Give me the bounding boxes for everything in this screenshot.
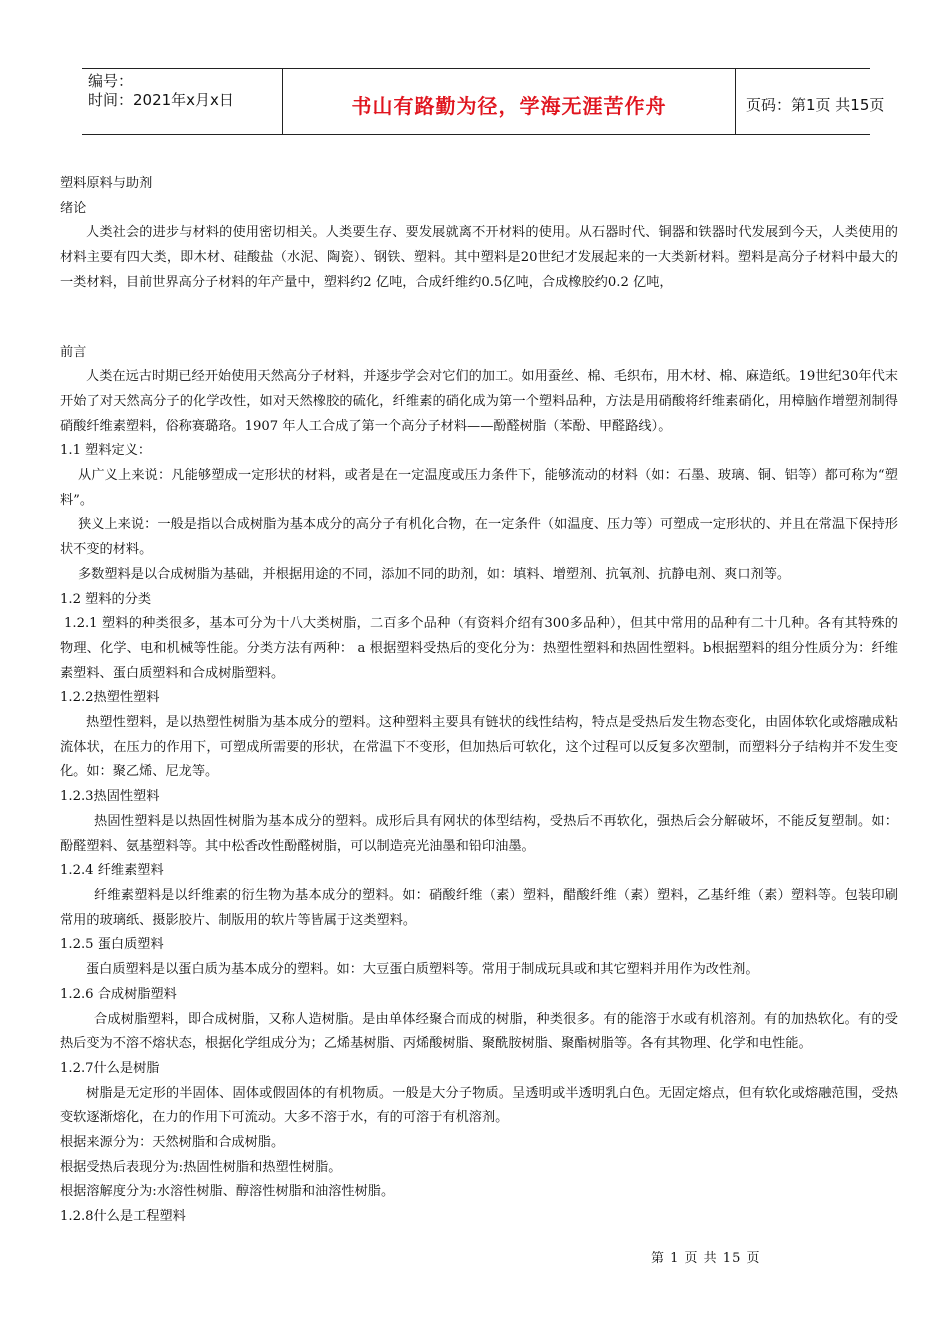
section-1-2-8-heading: 1.2.8什么是工程塑料 <box>60 1209 186 1225</box>
document-date: 时间：2021年x月x日 <box>88 91 234 109</box>
header-page-number: 页码：第1页 共15页 <box>746 96 885 114</box>
intro-heading: 绪论 <box>60 200 87 216</box>
document-title: 塑料原料与助剂 <box>60 176 153 191</box>
section-1-2-3-heading: 1.2.3热固性塑料 <box>60 789 160 805</box>
document-number-label: 编号： <box>88 72 134 90</box>
header-bottom-rule <box>82 134 870 135</box>
header-meta-cell <box>82 68 282 135</box>
preface-paragraph: 人类在远古时期已经开始使用天然高分子材料，并逐步学会对它们的加工。如用蚕丝、棉、毛织布，用木材、棉、麻造纸。19世纪30年代末开始了对天然高分子的化学改性，如对天然橡胶的硫化，纤维素的硝化成为第一个塑料品种，方法是用硝酸将纤维素硝化，用樟脑作增塑剂制得硝酸纤维素塑料，俗称赛璐珞。1907 年人工合成了第一个高分子材料——酚醛树脂（苯酚、甲醛路线）。 <box>60 369 898 434</box>
preface-heading: 前言 <box>60 344 87 360</box>
resin-by-source: 根据来源分为：天然树脂和合成树脂。 <box>60 1135 285 1151</box>
section-gap <box>60 296 898 341</box>
header-motto: 书山有路勤为径，学海无涯苦作舟 <box>351 94 667 118</box>
section-1-2-2-paragraph: 热塑性塑料，是以热塑性树脂为基本成分的塑料。这种塑料主要具有链状的线性结构，特点是受热后发生物态变化，由固体软化或熔融成粘流体状，在压力的作用下，可塑成所需要的形状，在常温下不变形，但加热后可软化，这个过程可以反复多次塑制，而塑料分子结构并不发生变化。如：聚乙烯、尼龙等。 <box>60 715 898 780</box>
section-1-2-heading: 1.2 塑料的分类 <box>60 591 152 607</box>
section-1-2-7-paragraph: 树脂是无定形的半固体、固体或假固体的有机物质。一般是大分子物质。呈透明或半透明乳白色。无固定熔点，但有软化或熔融范围，受热变软逐渐熔化，在力的作用下可流动。大多不溶于水，有的可溶于有机溶剂。 <box>60 1085 898 1126</box>
document-body <box>60 172 898 1230</box>
definition-narrow: 狭义上来说：一般是指以合成树脂为基本成分的高分子有机化合物，在一定条件（如温度、压力等）可塑成一定形状的、并且在常温下保持形状不变的材料。 <box>60 517 898 558</box>
section-1-2-6-paragraph: 合成树脂塑料，即合成树脂，又称人造树脂。是由单体经聚合而成的树脂，种类很多。有的能溶于水或有机溶剂。有的加热软化。有的受热后变为不溶不熔状态，根据化学组成分为；乙烯基树脂、丙烯酸树脂、聚酰胺树脂、聚酯树脂等。各有其物理、化学和电性能。 <box>60 1011 898 1052</box>
definition-broad: 从广义上来说：凡能够塑成一定形状的材料，或者是在一定温度或压力条件下，能够流动的材料（如：石墨、玻璃、铜、铝等）都可称为“塑料”。 <box>60 468 898 508</box>
header-page-cell <box>736 68 885 135</box>
section-1-2-4-paragraph: 纤维素塑料是以纤维素的衍生物为基本成分的塑料。如：硝酸纤维（素）塑料，醋酸纤维（素）塑料，乙基纤维（素）塑料等。包装印刷常用的玻璃纸、摄影胶片、制版用的软片等皆属于这类塑料。 <box>60 887 898 928</box>
section-1-2-1-paragraph: 1.2.1 塑料的种类很多，基本可分为十八大类树脂，二百多个品种（有资料介绍有300多品种），但其中常用的品种有二十几种。各有其特殊的物理、化学、电和机械等性能。分类方法有两种： a 根据塑料受热后的变化分为：热塑性塑料和热固性塑料。b根据塑料的组分性质分为：纤维素塑料、蛋白质塑料和合成树脂塑料。 <box>60 616 898 681</box>
resin-by-heat: 根据受热后表现分为:热固性树脂和热塑性树脂。 <box>60 1159 342 1175</box>
page-footer: 第 1 页 共 15 页 <box>651 1251 761 1266</box>
section-1-1-heading: 1.1 塑料定义： <box>60 443 152 459</box>
header-motto-cell <box>282 68 736 135</box>
section-1-2-4-heading: 1.2.4 纤维素塑料 <box>60 863 164 879</box>
section-1-2-6-heading: 1.2.6 合成树脂塑料 <box>60 986 177 1002</box>
section-1-2-3-paragraph: 热固性塑料是以热固性树脂为基本成分的塑料。成形后具有网状的体型结构，受热后不再软化，强热后会分解破坏，不能反复塑制。如：酚醛塑料、氨基塑料等。其中松香改性酚醛树脂，可以制造亮光油墨和铅印油墨。 <box>60 813 898 854</box>
resin-by-solubility: 根据溶解度分为:水溶性树脂、醇溶性树脂和油溶性树脂。 <box>60 1184 395 1200</box>
section-1-2-5-paragraph: 蛋白质塑料是以蛋白质为基本成分的塑料。如：大豆蛋白质塑料等。常用于制成玩具或和其它塑料并用作为改性剂。 <box>86 962 759 978</box>
page-header <box>82 68 885 136</box>
section-1-2-7-heading: 1.2.7什么是树脂 <box>60 1060 160 1076</box>
intro-paragraph: 人类社会的进步与材料的使用密切相关。人类要生存、要发展就离不开材料的使用。从石器时代、铜器和铁器时代发展到今天，人类使用的材料主要有四大类，即木材、硅酸盐（水泥、陶瓷）、钢铁、塑料。其中塑料是20世纪才发展起来的一大类新材料。塑料是高分子材料中最大的一类材料，目前世界高分子材料的年产量中，塑料约2 亿吨，合成纤维约0.5亿吨，合成橡胶约0.2 亿吨， <box>60 225 898 290</box>
section-1-2-2-heading: 1.2.2热塑性塑料 <box>60 690 160 706</box>
definition-note: 多数塑料是以合成树脂为基础，并根据用途的不同，添加不同的助剂，如：填料、增塑剂、抗氧剂、抗静电剂、爽口剂等。 <box>78 566 791 582</box>
section-1-2-5-heading: 1.2.5 蛋白质塑料 <box>60 937 164 953</box>
